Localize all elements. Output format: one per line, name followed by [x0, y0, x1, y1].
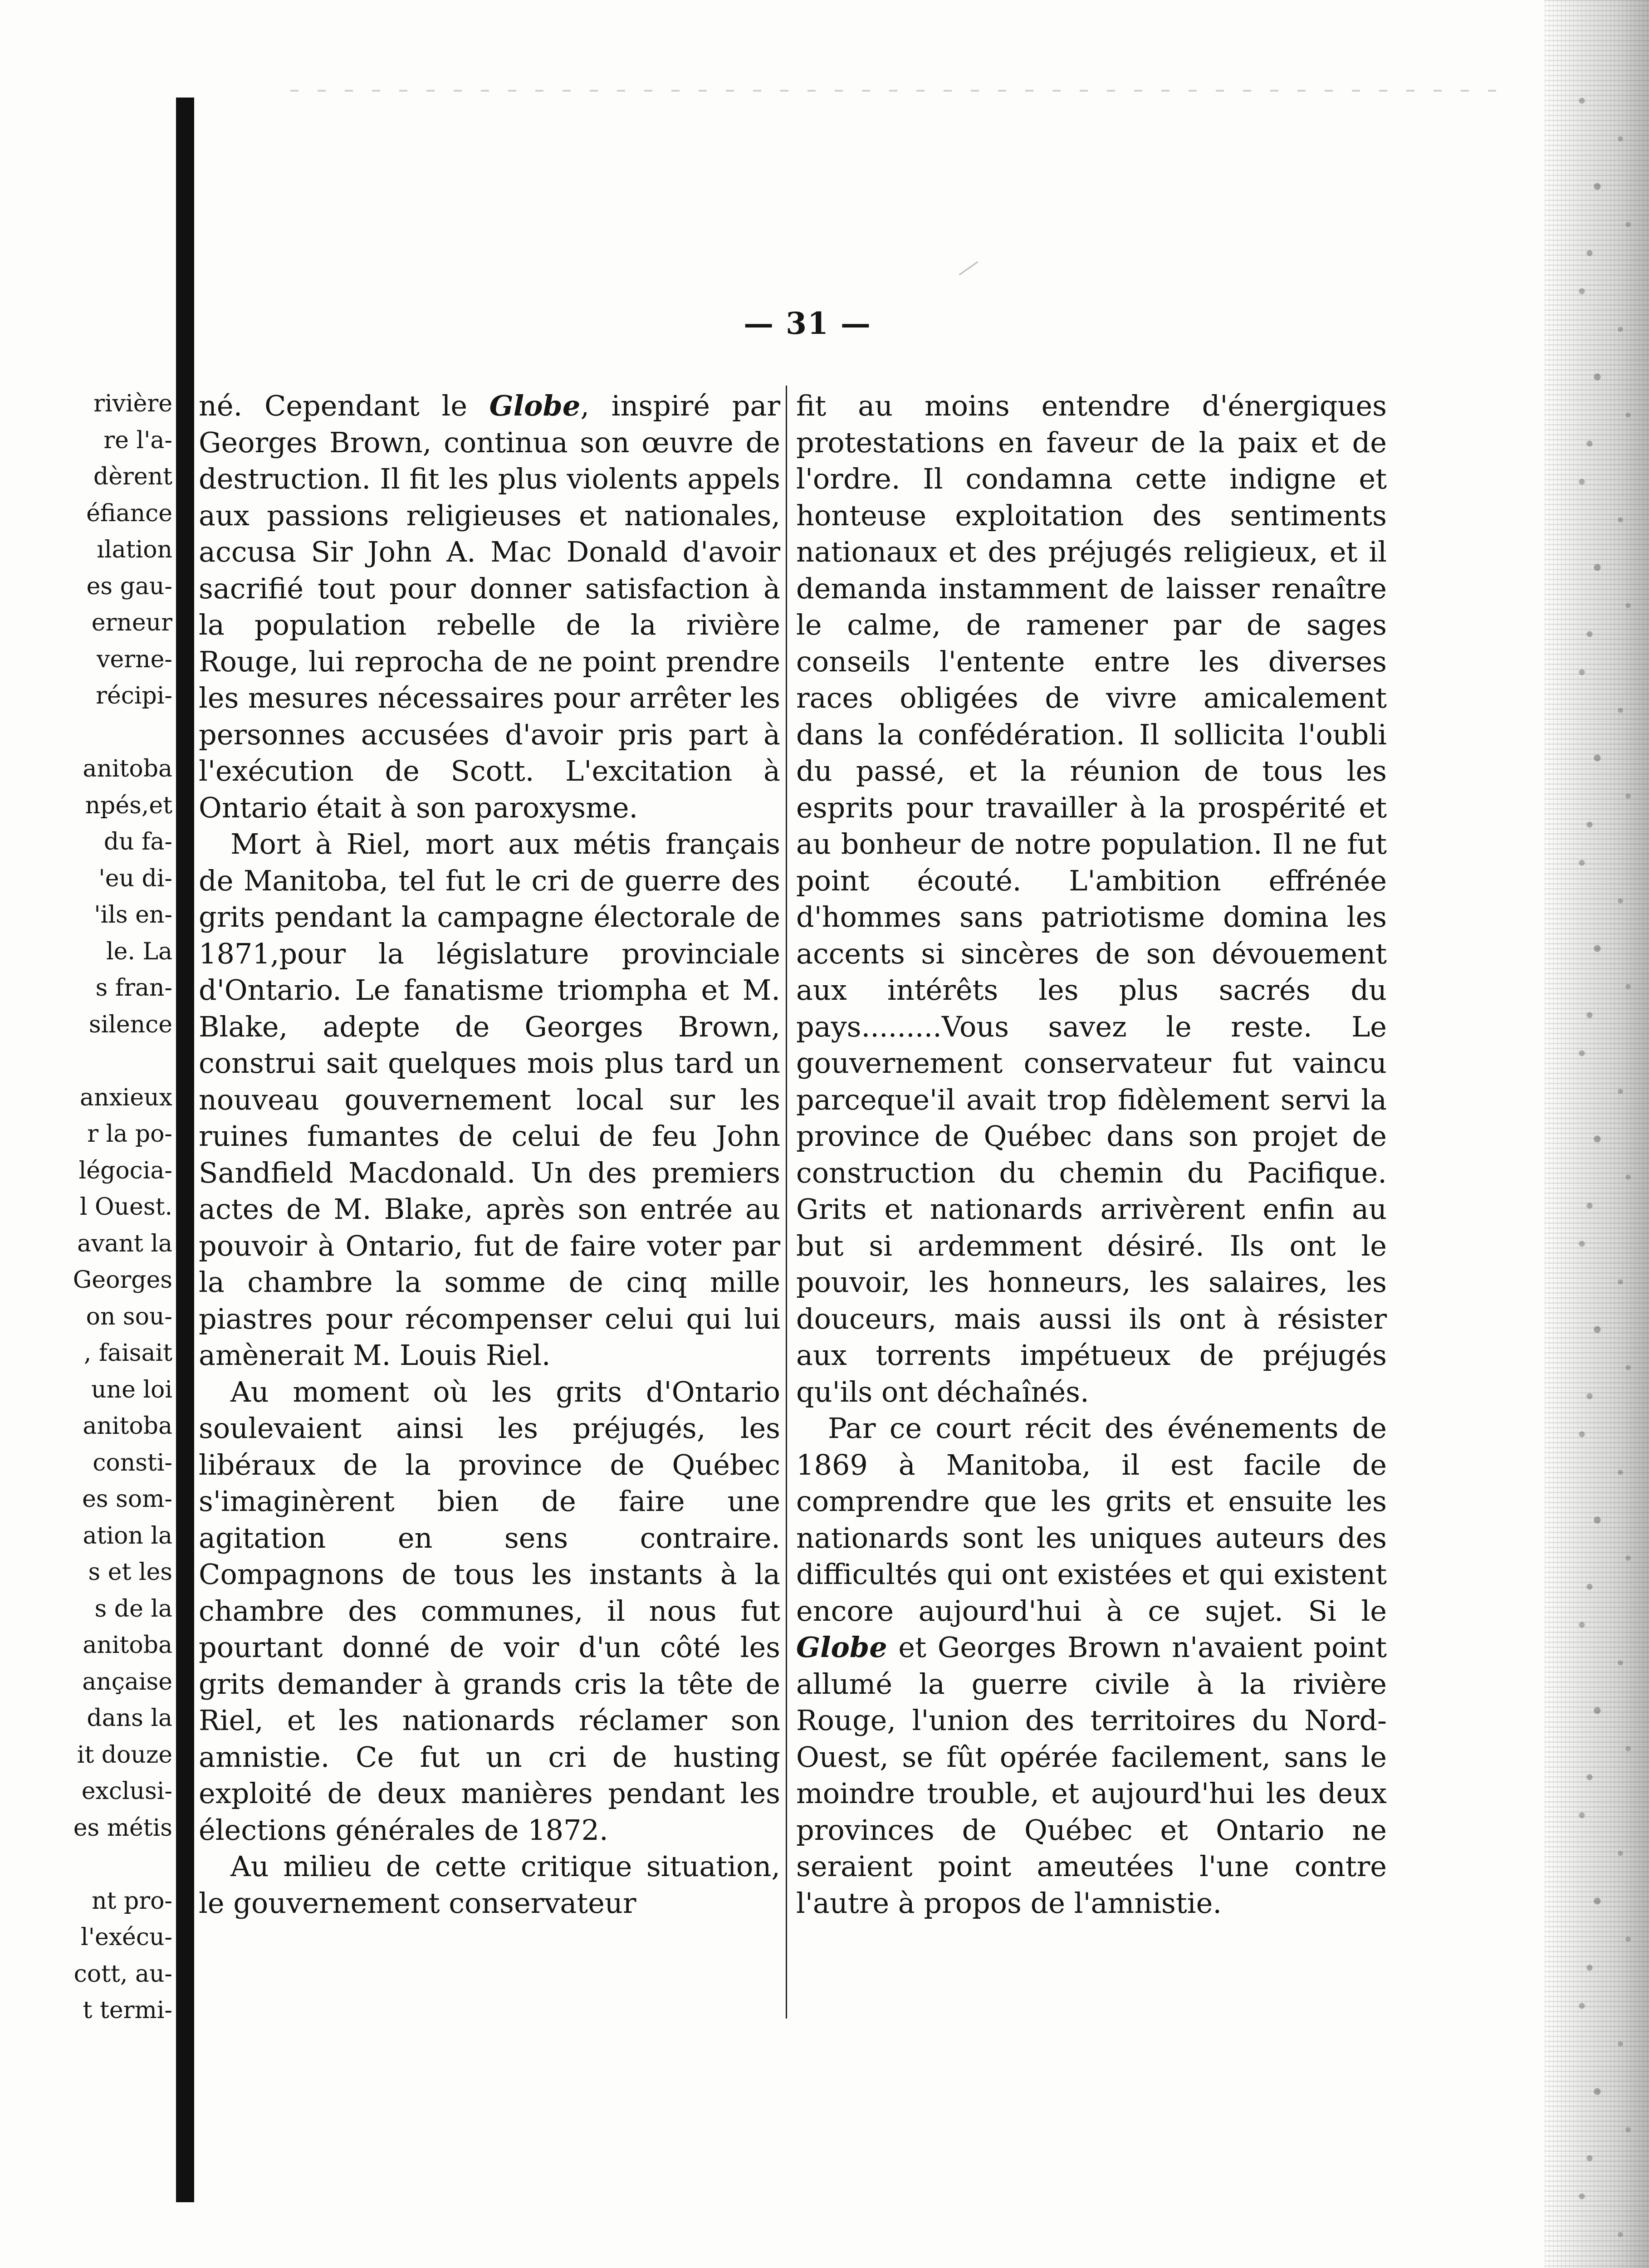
previous-page-fragment: erneur	[91, 609, 172, 636]
previous-page-fragment: s de la	[94, 1595, 172, 1623]
previous-page-fragment: silence	[88, 1011, 172, 1038]
previous-page-fragment: éfiance	[86, 499, 172, 527]
left-paragraph-2: Mort à Riel, mort aux métis français de Manitoba, tel fut le cri de guerre des grits pendant la campagne électorale de 1871,pour la législature provinciale d'Ontario. Le fanatisme triompha et M. Blake, adepte de Georges Brown, construi sait quelques mois plus tard un nouveau gouvernement local sur les ruines fumantes de celui de feu John Sandfield Macdonald. Un des premiers actes de M. Blake, après son entrée au pouvoir à Ontario, fut de faire voter par la chambre la somme de cinq mille piastres pour récompenser celui qui lui amènerait M. Louis Riel.	[199, 827, 780, 1372]
scan-edge-speckle	[1566, 82, 1644, 2268]
right-paragraph-2-start: Par ce court récit des événements de 1869 à Manitoba, il est facile de comprendre que les grits et ensuite les nationards sont les uniques auteurs des difficultés qui ont existées et qui existent encore aujourd'hui à ce sujet. Si le	[796, 1412, 1387, 1628]
previous-page-fragment: anxieux	[79, 1084, 172, 1111]
right-text-column	[796, 388, 1387, 2116]
previous-page-fragment: anitoba	[83, 1632, 172, 1659]
left-paragraph-1-rest: , inspiré par Georges Brown, continua son œuvre de destruction. Il fit les plus violents appels aux passions religieuses et nationales, accusa Sir John A. Mac Donald d'avoir sacrifié tout pour donner satisfaction à la population rebelle de la rivière Rouge, lui reprocha de ne point prendre les mesures nécessaires pour arrêter les personnes accusées d'avoir pris part à l'exécution de Scott. L'excitation à Ontario était à son paroxysme.	[199, 389, 780, 824]
previous-page-fragment: exclusi-	[81, 1778, 172, 1805]
previous-page-fragment: anitoba	[83, 755, 172, 782]
previous-page-fragment: es métis	[73, 1814, 172, 1842]
top-margin-marks	[290, 90, 1515, 92]
previous-page-fragment: , faisait	[83, 1339, 172, 1367]
previous-page-fragment: cott, au-	[73, 1960, 172, 1988]
binding-spine	[176, 98, 194, 2202]
right-paragraph-2-rest: et Georges Brown n'avaient point allumé la guerre civile à la rivière Rouge, l'union des territoires du Nord-Ouest, se fût opérée facilement, sans le moindre trouble, et aujourd'hui les deux provinces de Québec et Ontario ne seraient point ameutées l'une contre l'autre à propos de l'amnistie.	[796, 1631, 1387, 1920]
previous-page-fragment: ançaise	[82, 1668, 172, 1696]
previous-page-fragment: re l'a-	[103, 426, 172, 454]
column-divider	[786, 386, 787, 2019]
previous-page-fragment: Georges	[73, 1266, 172, 1294]
left-paragraph-4: Au milieu de cette critique situation, le gouvernement conservateur	[199, 1850, 780, 1920]
right-paragraph-2	[796, 1410, 1387, 1921]
previous-page-fragment: s fran-	[95, 974, 172, 1002]
previous-page-fragment: légocia-	[78, 1157, 172, 1184]
previous-page-fragment: s et les	[88, 1559, 172, 1586]
previous-page-fragment: dèrent	[93, 463, 172, 490]
previous-page-fragment: es gau-	[86, 572, 172, 600]
right-paragraph-1: fit au moins entendre d'énergiques protestations en faveur de la paix et de l'ordre. Il condamna cette indigne et honteuse exploitation des sentiments nationaux et des préjugés religieux, et il demanda instamment de laisser renaître le calme, de ramener par de sages conseils l'entente entre les diverses races obligées de vivre amicalement dans la confédération. Il sollicita l'oubli du passé, et la réunion de tous les esprits pour travailler à la prospérité et au bonheur de notre population. Il ne fut point écouté. L'ambition effrénée d'hommes sans patriotisme domina les accents si sincères de son dévouement aux intérêts les plus sacrés du pays.........Vous savez le reste. Le gouvernement conservateur fut vaincu parceque'il avait trop fidèlement servi la province de Québec dans son projet de construction du chemin du Pacifique. Grits et nationards arrivèrent enfin au but si ardemment désiré. Ils ont le pouvoir, les honneurs, les salaires, les douceurs, mais aussi ils ont à résister aux torrents impétueux de préjugés qu'ils ont déchaînés.	[796, 389, 1387, 1408]
previous-page-fragment: es som-	[82, 1486, 172, 1513]
previous-page-bleed	[0, 390, 172, 2114]
left-text-column	[199, 388, 780, 2116]
previous-page-fragment: on sou-	[86, 1303, 172, 1330]
previous-page-fragment: une loi	[91, 1376, 172, 1403]
previous-page-fragment: it douze	[77, 1741, 172, 1769]
previous-page-fragment: 'ils en-	[94, 901, 172, 929]
previous-page-fragment: rivière	[93, 390, 172, 417]
newspaper-title-globe: Globe	[796, 1631, 887, 1664]
previous-page-fragment: ation la	[83, 1522, 172, 1549]
previous-page-fragment: avant la	[77, 1230, 172, 1257]
previous-page-fragment: dans la	[87, 1705, 172, 1732]
previous-page-fragment: l'exécu-	[81, 1924, 172, 1951]
previous-page-fragment: consti-	[93, 1449, 172, 1476]
previous-page-fragment: le. La	[106, 938, 172, 965]
left-paragraph-1-start: né. Cependant le	[199, 389, 489, 422]
previous-page-fragment: ılation	[97, 536, 172, 563]
newspaper-title-globe: Globe	[489, 389, 581, 422]
left-paragraph-3: Au moment où les grits d'Ontario soulevaient ainsi les préjugés, les libéraux de la province de Québec s'imaginèrent bien de faire une agitation en sens contraire. Compagnons de tous les instants à la chambre des communes, il nous fut pourtant donné de voir d'un côté les grits demander à grands cris la tête de Riel, et les nationards réclamer son amnistie. Ce fut un cri de husting exploité de deux manières pendant les élections générales de 1872.	[199, 1375, 780, 1847]
left-paragraph-1	[199, 388, 780, 826]
previous-page-fragment: 'eu di-	[98, 865, 172, 892]
previous-page-fragment: anitoba	[83, 1413, 172, 1440]
previous-page-fragment: du fa-	[103, 828, 172, 855]
page-number: — 31 —	[744, 306, 871, 341]
previous-page-fragment: verne-	[97, 645, 172, 673]
previous-page-fragment: nt pro-	[92, 1887, 172, 1915]
previous-page-fragment: npés,et	[85, 792, 172, 819]
previous-page-fragment: l Ouest.	[79, 1193, 172, 1221]
previous-page-fragment: récipi-	[96, 682, 172, 709]
previous-page-fragment: t termi-	[83, 1997, 172, 2024]
previous-page-fragment: r la po-	[87, 1120, 172, 1148]
